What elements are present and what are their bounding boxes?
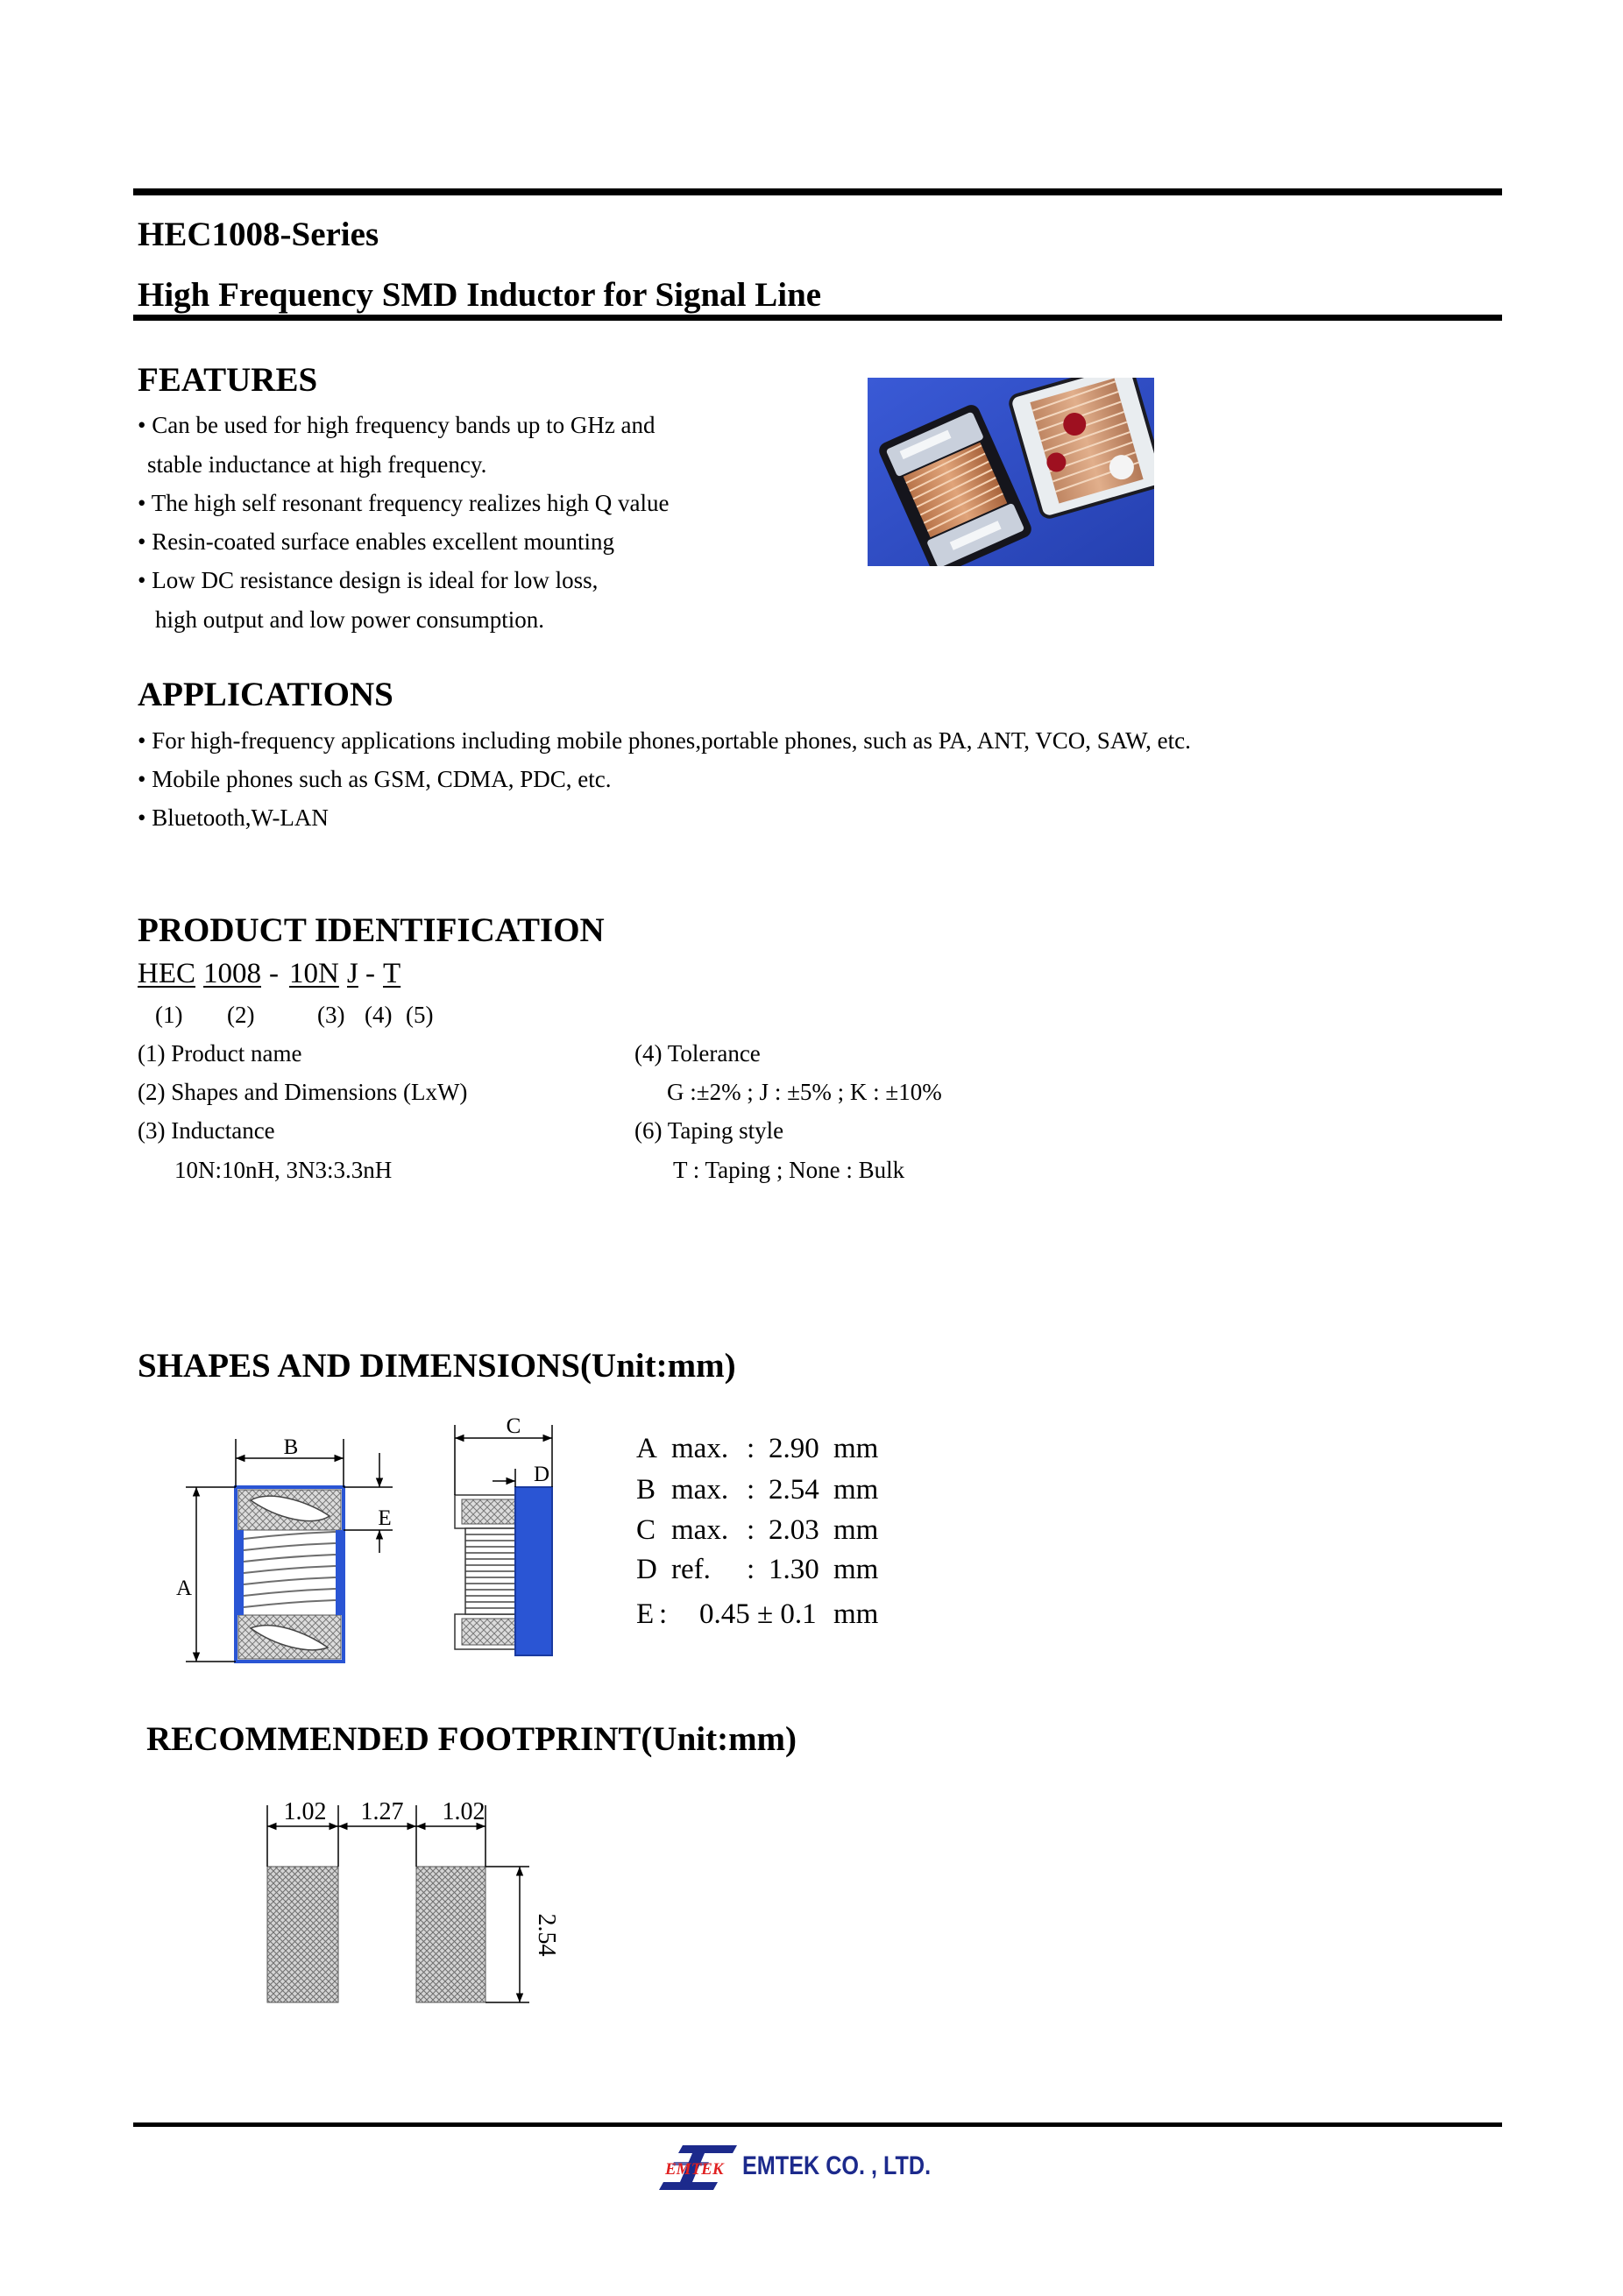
identification-right-item: (4) Tolerance (634, 1040, 761, 1067)
pad-height-label: 2.54 (533, 1913, 560, 1957)
recommended-footprint-heading: RECOMMENDED FOOTPRINT(Unit:mm) (146, 1720, 797, 1758)
dimension-kind: max. (671, 1433, 729, 1464)
dimension-kind: ref. (671, 1554, 711, 1585)
application-line: • Mobile phones such as GSM, CDMA, PDC, etc. (138, 766, 612, 792)
code-part-series: HEC (138, 958, 195, 989)
dimension-separator: : (747, 1433, 755, 1464)
dimension-a (186, 1487, 236, 1662)
product-identification-heading: PRODUCT IDENTIFICATION (138, 911, 605, 949)
header-rule (133, 315, 1502, 321)
part-number-label: (2) (227, 1002, 255, 1028)
part-number-label: (1) (155, 1002, 183, 1028)
dimension-d (493, 1469, 515, 1487)
dimension-unit: mm (833, 1433, 879, 1464)
dimension-d-label: D (533, 1463, 550, 1486)
code-part-size: 1008 (203, 958, 261, 989)
component-top-view (236, 1487, 344, 1662)
code-part-inductance: 10N (289, 958, 339, 989)
identification-right-item: T : Taping ; None : Bulk (673, 1157, 905, 1183)
dimension-letter: D (636, 1554, 657, 1585)
feature-line: high output and low power consumption. (155, 606, 544, 633)
application-line: • For high-frequency applications including mobile phones,portable phones, such as PA, ANT, VCO, SAW, etc. (138, 727, 1191, 754)
dimension-separator: : (747, 1474, 755, 1506)
dimension-letter: A (636, 1433, 657, 1464)
dimension-a-label: A (175, 1577, 193, 1600)
component-side-view (455, 1487, 552, 1655)
code-part-tolerance: J (347, 958, 358, 989)
side-body (515, 1487, 552, 1655)
footer-rule (133, 2122, 1502, 2127)
dimension-value: 2.54 (769, 1474, 819, 1506)
part-number-label: (3) (317, 1002, 345, 1028)
dimension-b-label: B (283, 1435, 299, 1459)
dimension-letter: C (636, 1514, 656, 1546)
dimension-value: 2.03 (769, 1514, 819, 1546)
feature-line: stable inductance at high frequency. (147, 451, 487, 478)
pad-width-left-label: 1.02 (283, 1798, 327, 1825)
dimension-value: 1.30 (769, 1554, 819, 1585)
pad-gap-label: 1.27 (360, 1798, 404, 1825)
feature-line: • The high self resonant frequency realizes high Q value (138, 490, 670, 516)
footprint-height-dimension (485, 1867, 529, 2002)
footprint-diagram (237, 1779, 587, 2024)
dimension-c-label: C (506, 1414, 521, 1438)
identification-left-item: 10N:10nH, 3N3:3.3nH (174, 1157, 393, 1183)
identification-left-item: (3) Inductance (138, 1117, 275, 1144)
company-name: EMTEK CO. , LTD. (742, 2151, 932, 2180)
dimension-kind: max. (671, 1514, 729, 1546)
code-part-taping: T (383, 958, 401, 989)
dimension-separator: : (747, 1554, 755, 1585)
dimension-letter: B (636, 1474, 656, 1506)
code-separator: - (365, 958, 375, 989)
identification-right-item: (6) Taping style (634, 1117, 784, 1144)
feature-line: • Low DC resistance design is ideal for low loss, (138, 567, 599, 593)
features-heading: FEATURES (138, 361, 318, 399)
dimension-separator: : (747, 1514, 755, 1546)
shapes-dimensions-heading: SHAPES AND DIMENSIONS(Unit:mm) (138, 1347, 736, 1385)
footprint-pad-right (416, 1867, 485, 2002)
dimension-unit: mm (833, 1598, 879, 1630)
part-number-label: (4) (365, 1002, 393, 1028)
dimension-e-label: E (378, 1506, 392, 1530)
page-title: High Frequency SMD Inductor for Signal Line (138, 276, 822, 314)
identification-right-item: G :±2% ; J : ±5% ; K : ±10% (667, 1079, 942, 1105)
dimension-letter: E (636, 1598, 655, 1630)
dimension-kind: max. (671, 1474, 729, 1506)
feature-line: • Resin-coated surface enables excellent mounting (138, 528, 614, 555)
dimension-value: 2.90 (769, 1433, 819, 1464)
applications-heading: APPLICATIONS (138, 676, 393, 713)
logo-mark-text: EMTEK (665, 2160, 724, 2179)
pad-width-right-label: 1.02 (442, 1798, 485, 1825)
application-line: • Bluetooth,W-LAN (138, 804, 329, 831)
dimension-unit: mm (833, 1474, 879, 1506)
part-number-label: (5) (406, 1002, 434, 1028)
identification-left-item: (2) Shapes and Dimensions (LxW) (138, 1079, 468, 1105)
feature-line: • Can be used for high frequency bands up to GHz and (138, 412, 656, 438)
dimension-unit: mm (833, 1554, 879, 1585)
dimension-separator: : (659, 1598, 668, 1630)
dimension-value: 0.45 ± 0.1 (699, 1598, 817, 1630)
dimension-unit: mm (833, 1514, 879, 1546)
product-photo (868, 378, 1154, 566)
series-title: HEC1008-Series (138, 216, 379, 253)
identification-left-item: (1) Product name (138, 1040, 302, 1067)
shapes-diagram (158, 1402, 613, 1683)
top-rule (133, 188, 1502, 195)
code-separator: - (269, 958, 279, 989)
company-logo-icon (656, 2143, 741, 2193)
footprint-pad-left (267, 1867, 338, 2002)
dimension-e (344, 1453, 393, 1553)
